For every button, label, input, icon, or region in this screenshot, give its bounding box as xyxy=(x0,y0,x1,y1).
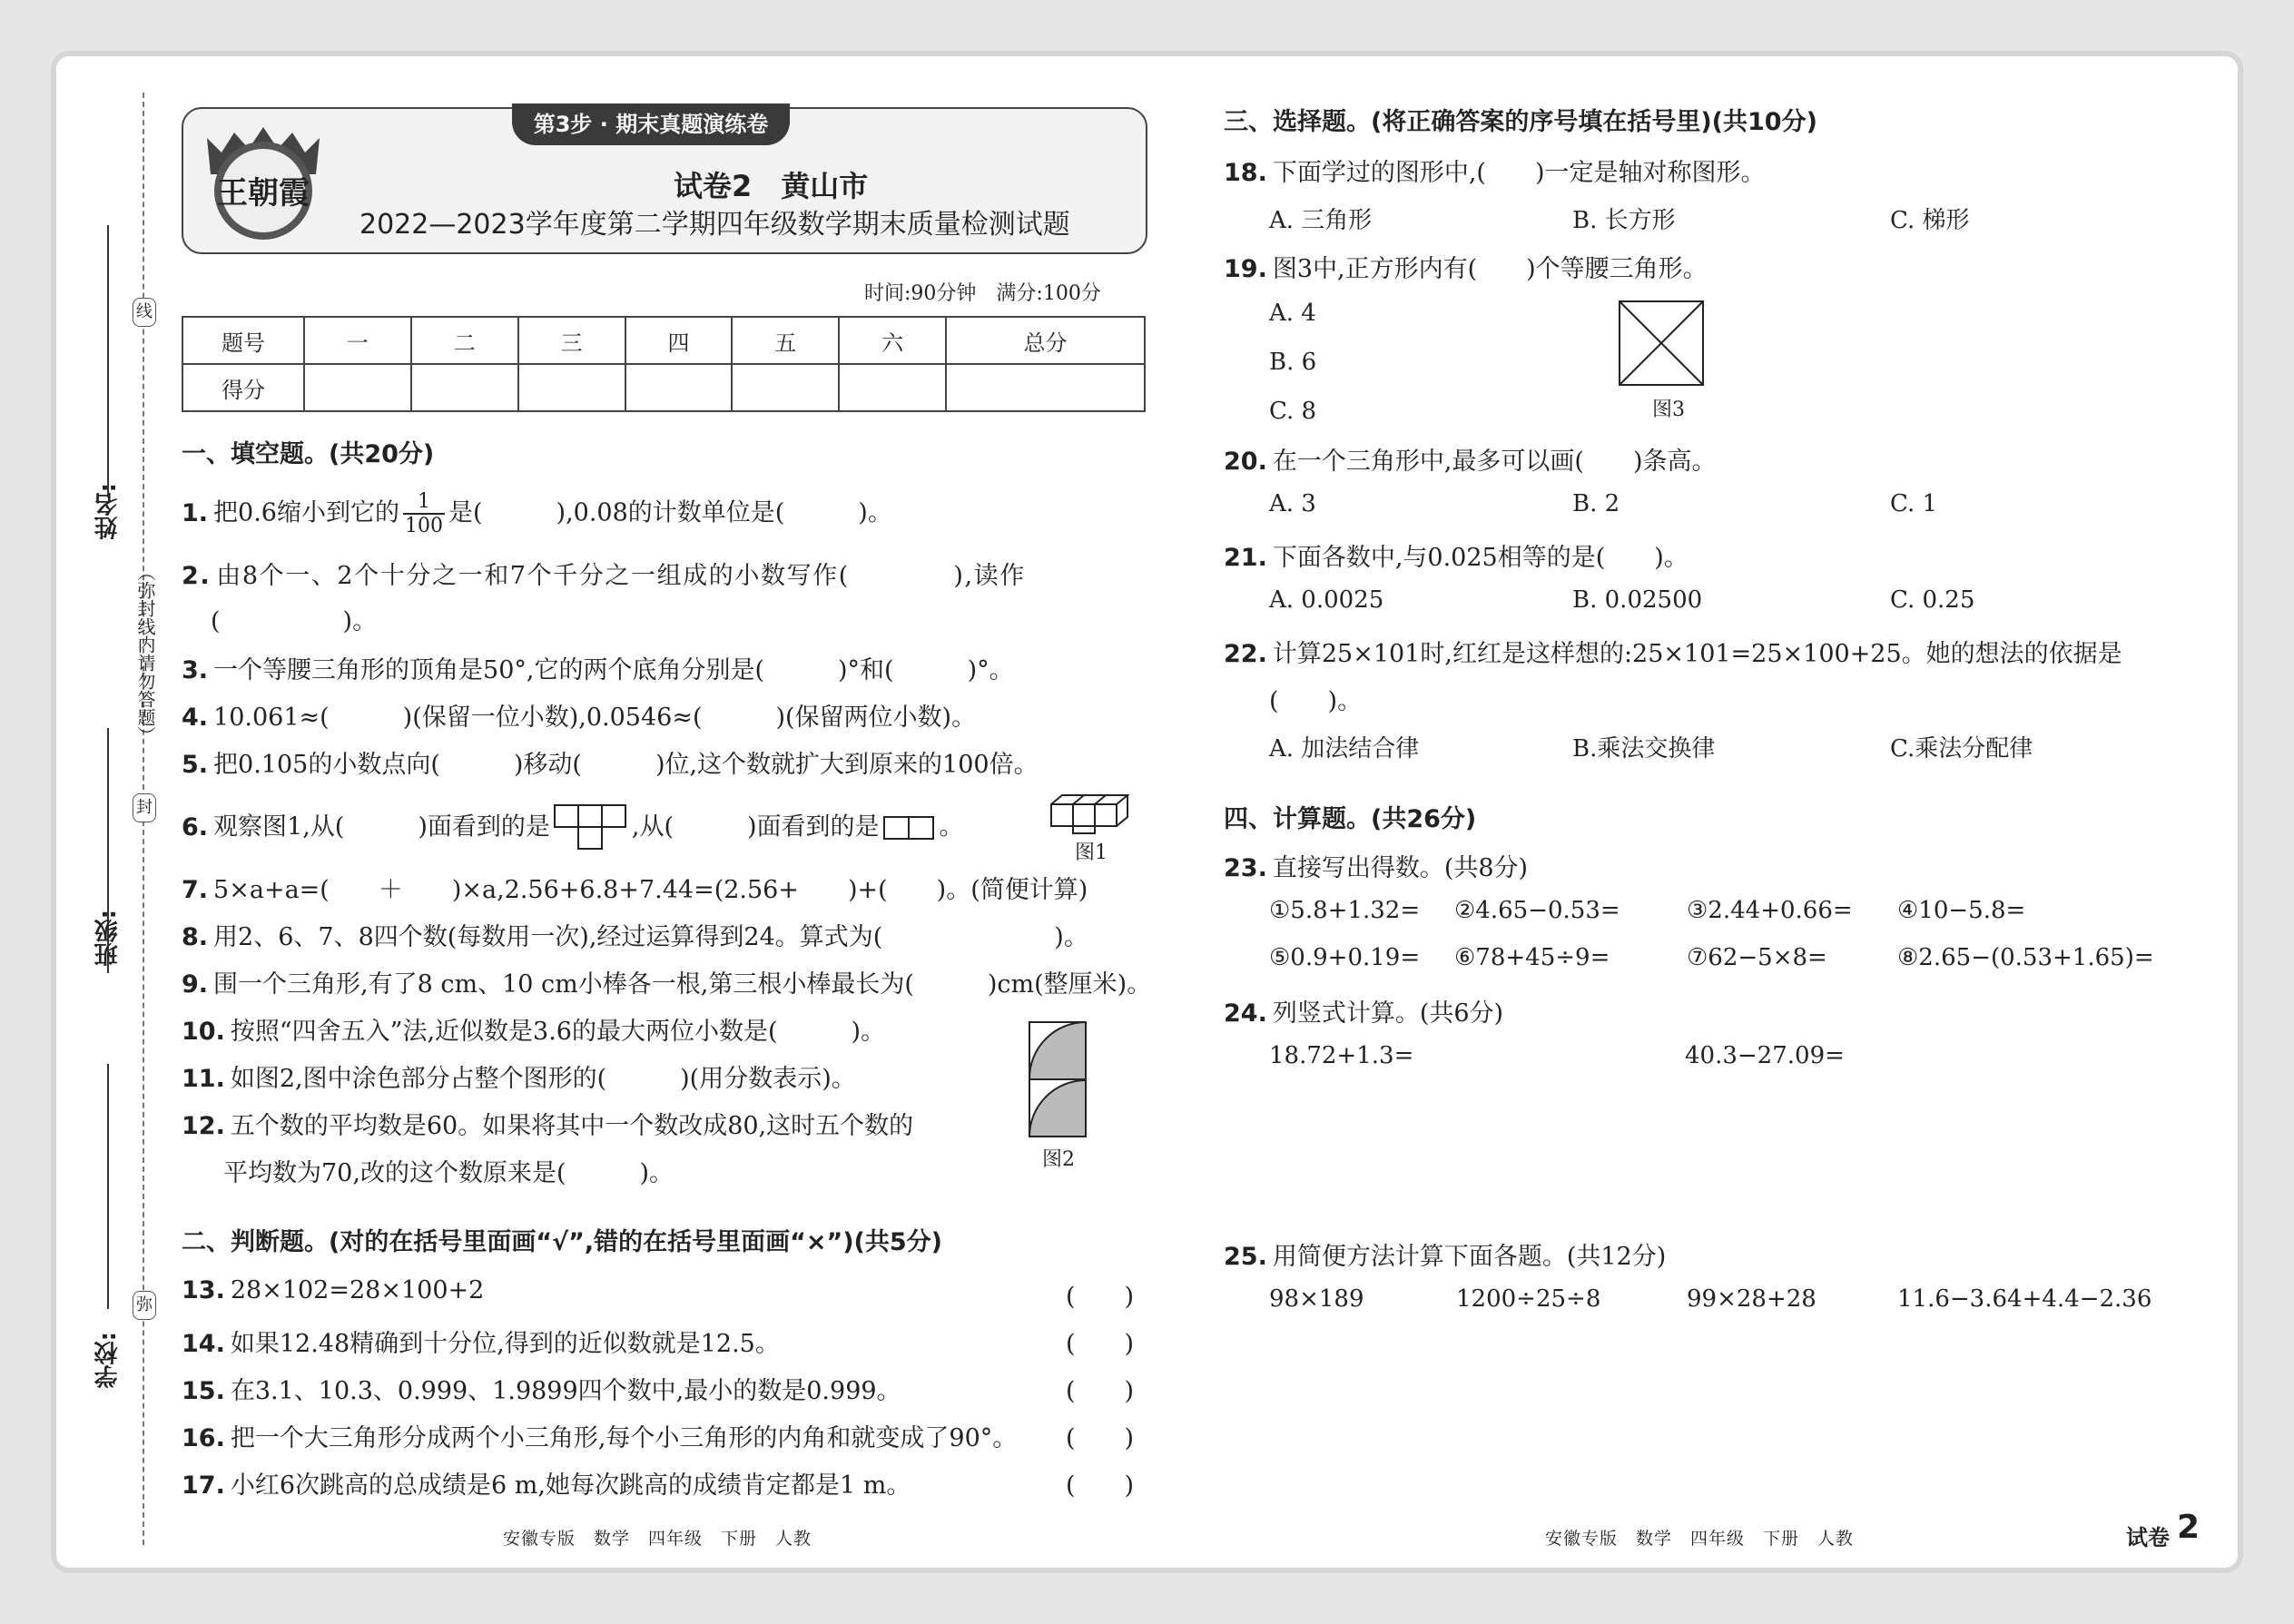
exam-sheet xyxy=(56,56,2238,1568)
score-col-total: 总分 xyxy=(946,317,1145,364)
q23-item-3: ③2.44+0.66= xyxy=(1687,897,1853,924)
question-12 xyxy=(182,1106,913,1141)
q1-text-a: 把0.6缩小到它的 xyxy=(213,498,399,527)
q23-text: 直接写出得数。(共8分) xyxy=(1272,854,1529,882)
q18-option-a[interactable]: A. 三角形 xyxy=(1269,207,1373,234)
exam-subtitle: 2022—2023学年度第二学期四年级数学期末质量检测试题 xyxy=(359,209,1070,241)
q6-text-b: ,从( )面看到的是 xyxy=(631,812,880,842)
q1-frac-num: 1 xyxy=(403,490,445,515)
qnum: 4. xyxy=(182,704,209,732)
answer-paren[interactable]: ( ) xyxy=(1066,1330,1135,1358)
qnum: 12. xyxy=(182,1112,225,1140)
qnum: 19. xyxy=(1224,255,1267,283)
qnum: 20. xyxy=(1224,448,1267,476)
section4-title: 四、计算题。(共26分) xyxy=(1224,805,1477,833)
question-1 xyxy=(182,490,892,537)
question-10 xyxy=(182,1011,885,1047)
q23-item-6: ⑥78+45÷9= xyxy=(1454,944,1610,971)
question-3 xyxy=(182,650,1014,685)
q3-text: 一个等腰三角形的顶角是50°,它的两个底角分别是( )°和( )°。 xyxy=(213,656,1014,684)
q23-item-5: ⑤0.9+0.19= xyxy=(1269,944,1421,971)
answer-paren[interactable]: ( ) xyxy=(1066,1424,1135,1452)
footer-right: 安徽专版 数学 四年级 下册 人教 xyxy=(1545,1529,1855,1549)
question-15 xyxy=(182,1371,901,1406)
q6-side-view-icon xyxy=(883,815,936,841)
class-label: 班级: xyxy=(94,910,122,967)
question-5 xyxy=(182,744,1039,780)
q6-text-c: 。 xyxy=(939,812,964,842)
question-24 xyxy=(1224,993,1503,1029)
q10-text: 按照“四舍五入”法,近似数是3.6的最大两位小数是( )。 xyxy=(230,1018,886,1046)
answer-paren[interactable]: ( ) xyxy=(1066,1283,1135,1311)
q25-item-3: 99×28+28 xyxy=(1687,1285,1816,1313)
question-11 xyxy=(182,1058,856,1094)
section3-title: 三、选择题。(将正确答案的序号填在括号里)(共10分) xyxy=(1224,108,1817,136)
score-cell[interactable] xyxy=(732,364,839,411)
q24-item-2: 40.3−27.09= xyxy=(1685,1042,1845,1069)
question-23 xyxy=(1224,848,1528,883)
q8-text: 用2、6、7、8四个数(每数用一次),经过运算得到24。算式为( )。 xyxy=(213,923,1088,951)
score-cell[interactable] xyxy=(625,364,733,411)
q25-text: 用简便方法计算下面各题。(共12分) xyxy=(1272,1243,1667,1271)
qnum: 16. xyxy=(182,1424,225,1452)
q19-option-c[interactable]: C. 8 xyxy=(1269,398,1317,425)
score-col-6: 六 xyxy=(839,317,946,364)
q25-item-2: 1200÷25÷8 xyxy=(1456,1285,1601,1313)
score-col-3: 三 xyxy=(518,317,625,364)
qnum: 1. xyxy=(182,498,209,527)
qnum: 14. xyxy=(182,1330,225,1358)
publisher-logo xyxy=(196,120,330,241)
qnum: 22. xyxy=(1224,640,1267,668)
q2-text-a: 由8个一、2个十分之一和7个千分之一组成的小数写作( ),读作 xyxy=(216,562,1026,590)
q23-item-8: ⑧2.65−(0.53+1.65)= xyxy=(1897,944,2154,971)
figure-1-caption: 图1 xyxy=(1075,842,1108,864)
q15-text: 在3.1、10.3、0.999、1.9899四个数中,最小的数是0.999。 xyxy=(230,1377,901,1405)
qnum: 8. xyxy=(182,923,209,951)
footer-left: 安徽专版 数学 四年级 下册 人教 xyxy=(503,1529,812,1549)
question-19 xyxy=(1224,249,1708,284)
question-18 xyxy=(1224,153,1766,188)
score-cell[interactable] xyxy=(839,364,946,411)
q1-text-b: 是( ),0.08的计数单位是( )。 xyxy=(448,498,892,527)
q24-item-1: 18.72+1.3= xyxy=(1269,1042,1414,1069)
qnum: 11. xyxy=(182,1065,225,1093)
q19-text: 图3中,正方形内有( )个等腰三角形。 xyxy=(1272,255,1708,283)
q22-text-a: 计算25×101时,红红是这样想的:25×101=25×100+25。她的想法的依据是 xyxy=(1272,640,2122,668)
section1-title: 一、填空题。(共20分) xyxy=(182,440,435,468)
q7-text: 5×a+a=( ＋ )×a,2.56+6.8+7.44=(2.56+ )+( )。(简便计算) xyxy=(213,876,1088,904)
binding-tag-xian: 线 xyxy=(133,298,156,327)
score-header-label: 题号 xyxy=(182,317,304,364)
figure-3-caption: 图3 xyxy=(1652,399,1685,421)
q21-option-b[interactable]: B. 0.02500 xyxy=(1572,586,1703,614)
section2-title: 二、判断题。(对的在括号里面画“√”,错的在括号里面画“×”)(共5分) xyxy=(182,1228,943,1256)
score-col-5: 五 xyxy=(732,317,839,364)
q23-item-1: ①5.8+1.32= xyxy=(1269,897,1421,924)
question-9 xyxy=(182,964,1151,999)
q6-text-a: 观察图1,从( )面看到的是 xyxy=(213,812,550,842)
qnum: 23. xyxy=(1224,854,1267,882)
page-number: 2 xyxy=(2177,1509,2200,1546)
q14-text: 如果12.48精确到十分位,得到的近似数就是12.5。 xyxy=(230,1330,780,1358)
q12-text-a: 五个数的平均数是60。如果将其中一个数改成80,这时五个数的 xyxy=(230,1112,914,1140)
q20-option-c[interactable]: C. 1 xyxy=(1890,490,1938,517)
qnum: 7. xyxy=(182,876,209,904)
binding-tag-feng: 封 xyxy=(133,793,156,822)
score-col-2: 二 xyxy=(411,317,518,364)
school-line xyxy=(107,1064,109,1309)
q5-text: 把0.105的小数点向( )移动( )位,这个数就扩大到原来的100倍。 xyxy=(213,751,1039,779)
qnum: 5. xyxy=(182,751,209,779)
q22-option-c[interactable]: C.乘法分配律 xyxy=(1890,735,2033,763)
q22-option-b[interactable]: B.乘法交换律 xyxy=(1572,735,1716,763)
q1-frac-den: 100 xyxy=(405,515,443,537)
q24-text: 列竖式计算。(共6分) xyxy=(1272,999,1504,1028)
exam-title: 试卷2 黄山市 xyxy=(674,169,869,203)
question-6 xyxy=(182,804,964,851)
qnum: 2. xyxy=(182,562,212,590)
q19-option-a[interactable]: A. 4 xyxy=(1269,300,1316,327)
name-line xyxy=(107,225,109,497)
q1-fraction xyxy=(403,490,445,537)
q23-item-4: ④10−5.8= xyxy=(1897,897,2026,924)
q21-text: 下面各数中,与0.025相等的是( )。 xyxy=(1272,544,1689,572)
q25-item-4: 11.6−3.64+4.4−2.36 xyxy=(1897,1285,2152,1313)
q6-front-view-icon xyxy=(554,804,628,851)
q9-text: 围一个三角形,有了8 cm、10 cm小棒各一根,第三根小棒最长为( )cm(整厘米)。 xyxy=(213,970,1152,999)
q2-text-b: ( )。 xyxy=(211,607,378,635)
q18-text: 下面学过的图形中,( )一定是轴对称图形。 xyxy=(1272,159,1766,187)
q20-text: 在一个三角形中,最多可以画( )条高。 xyxy=(1272,448,1717,476)
answer-paren[interactable]: ( ) xyxy=(1066,1471,1135,1500)
question-25 xyxy=(1224,1236,1666,1272)
figure-2-shaded xyxy=(1028,1020,1088,1142)
question-21 xyxy=(1224,537,1689,573)
qnum: 6. xyxy=(182,812,209,842)
score-col-1: 一 xyxy=(304,317,411,364)
q23-item-7: ⑦62−5×8= xyxy=(1687,944,1827,971)
question-22 xyxy=(1224,634,2122,669)
q21-option-c[interactable]: C. 0.25 xyxy=(1890,586,1975,614)
figure-2-caption: 图2 xyxy=(1042,1148,1075,1171)
q20-option-b[interactable]: B. 2 xyxy=(1572,490,1620,517)
school-label: 学校: xyxy=(94,1332,122,1389)
question-7 xyxy=(182,870,1088,905)
question-16 xyxy=(182,1418,1017,1453)
qnum: 9. xyxy=(182,970,209,999)
qnum: 25. xyxy=(1224,1243,1267,1271)
qnum: 18. xyxy=(1224,159,1267,187)
q11-text: 如图2,图中涂色部分占整个图形的( )(用分数表示)。 xyxy=(230,1065,856,1093)
q4-text: 10.061≈( )(保留一位小数),0.0546≈( )(保留两位小数)。 xyxy=(213,704,977,732)
question-13 xyxy=(182,1276,484,1304)
qnum: 13. xyxy=(182,1276,225,1304)
q12-text-b: 平均数为70,改的这个数原来是( )。 xyxy=(223,1159,674,1187)
q13-text: 28×102=28×100+2 xyxy=(230,1276,485,1304)
qnum: 21. xyxy=(1224,544,1267,572)
question-20 xyxy=(1224,441,1717,477)
score-cell[interactable] xyxy=(411,364,518,411)
answer-paren[interactable]: ( ) xyxy=(1066,1377,1135,1405)
question-2 xyxy=(182,556,1026,591)
qnum: 17. xyxy=(182,1471,225,1500)
q20-option-a[interactable]: A. 3 xyxy=(1269,490,1316,517)
exam-info: 时间:90分钟 满分:100分 xyxy=(864,282,1101,305)
question-14 xyxy=(182,1324,780,1359)
name-label: 姓名: xyxy=(94,483,122,540)
question-17 xyxy=(182,1465,911,1501)
q18-option-c[interactable]: C. 梯形 xyxy=(1890,207,1970,234)
score-row-label: 得分 xyxy=(182,364,304,411)
qnum: 3. xyxy=(182,656,209,684)
q22-text-b: ( )。 xyxy=(1269,687,1363,715)
q18-option-b[interactable]: B. 长方形 xyxy=(1572,207,1676,234)
qnum: 24. xyxy=(1224,999,1267,1028)
q23-item-2: ②4.65−0.53= xyxy=(1454,897,1620,924)
q25-item-1: 98×189 xyxy=(1269,1285,1364,1313)
q22-option-a[interactable]: A. 加法结合律 xyxy=(1269,735,1420,763)
score-cell[interactable] xyxy=(304,364,411,411)
score-table xyxy=(182,316,1146,412)
question-8 xyxy=(182,917,1088,952)
binding-tag-mi: 弥 xyxy=(133,1291,156,1320)
q16-text: 把一个大三角形分成两个小三角形,每个小三角形的内角和就变成了90°。 xyxy=(230,1424,1018,1452)
score-col-4: 四 xyxy=(625,317,733,364)
qnum: 15. xyxy=(182,1377,225,1405)
q17-text: 小红6次跳高的总成绩是6 m,她每次跳高的成绩肯定都是1 m。 xyxy=(230,1471,911,1500)
svg-text:王朝霞: 王朝霞 xyxy=(217,175,310,212)
question-4 xyxy=(182,697,976,733)
figure-3-square xyxy=(1618,300,1705,390)
q21-option-a[interactable]: A. 0.0025 xyxy=(1269,586,1384,614)
page-label: 试卷 xyxy=(2126,1525,2170,1550)
score-cell[interactable] xyxy=(518,364,625,411)
score-cell[interactable] xyxy=(946,364,1145,411)
step-banner: 第3步 · 期末真题演练卷 xyxy=(512,103,790,145)
figure-1-cubes xyxy=(1049,788,1137,839)
qnum: 10. xyxy=(182,1018,225,1046)
q19-option-b[interactable]: B. 6 xyxy=(1269,349,1317,376)
binding-note: （弥封线内请勿答题） xyxy=(134,563,156,744)
